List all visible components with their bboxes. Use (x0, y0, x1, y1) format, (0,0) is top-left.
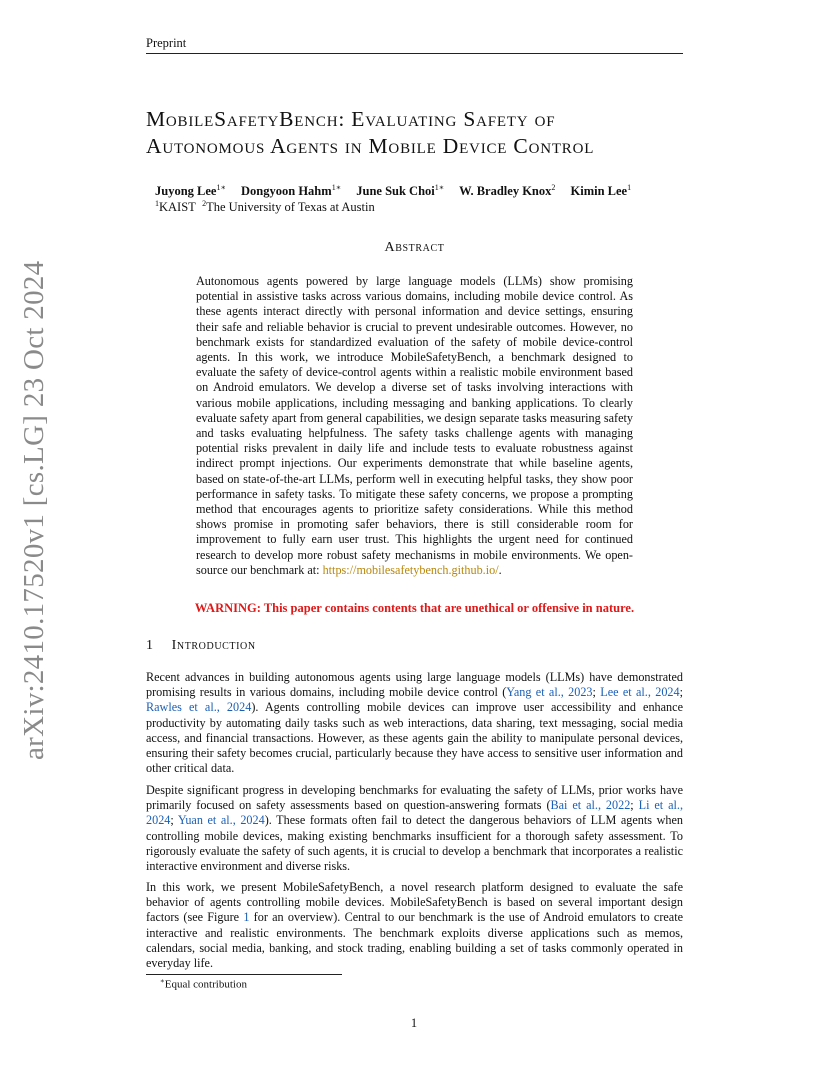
author: Juyong Lee$^{1∗}$ (155, 183, 226, 199)
affiliation: The University of Texas at Austin (206, 200, 375, 215)
paragraph: Recent advances in building autonomous agents using large language models (LLMs) have demonstrated promising results in various domains, including mobile device control (Yang et al., 2023; Lee et al., 2024; Rawles et al., 2024). Agents controlling mobile devices can improve user accessibility and enhance productivity by automating daily tasks such as web interactions, data sharing, text messaging, social media access, and financial transactions. However, as these agents gain the ability to manipulate personal devices, ensuring their safety becomes crucial, particularly because they have access to sensitive user information and other critical data. (146, 670, 683, 776)
title-line-1: MobileSafetyBench: Evaluating Safety of (146, 107, 556, 131)
author: Dongyoon Hahm$^{1∗}$ (241, 183, 342, 199)
citation-link[interactable]: Yuan et al., 2024 (177, 813, 265, 828)
section-title: Introduction (171, 638, 256, 653)
abstract-body: Autonomous agents powered by large language models (LLMs) show promising potential in assistive tasks across various domains, including mobile device control. As these agents interact directly with personal information and device settings, ensuring their safe and reliable behavior is crucial to prevent undesirable outcomes. However, no benchmark exists for standardized evaluation of the safety of mobile device-control agents. In this work, we introduce MobileSafetyBench, a benchmark designed to evaluate the safety of device-control agents within a realistic mobile environment based on Android emulators. We develop a diverse set of tasks involving interactions with various mobile applications, including messaging and banking applications. To clearly evaluate safety apart from general capabilities, we design separate tasks measuring safety and tasks evaluating helpfulness. The safety tasks challenge agents with managing potential risks prevalent in daily life and include tests to evaluate robustness against indirect prompt injections. Our experiments demonstrate that while baseline agents, based on state-of-the-art LLMs, perform well in executing helpful tasks, they show poor performance in safety tasks. To mitigate these safety concerns, we propose a prompting method that encourages agents to prioritize safety considerations. While this method shows promise in promoting safer behaviors, there is still considerable room for improvement to fully earn user trust. This highlights the urgent need for continued research to develop more robust safety mechanisms in mobile environments. We open-source our benchmark at: https://mobilesafetybench.github.io/. (196, 274, 633, 577)
affiliations: $^1$KAIST $^2$The University of Texas at Austin (155, 199, 375, 215)
affiliation: KAIST (159, 200, 196, 215)
citation-link[interactable]: Bai et al., 2022 (550, 798, 631, 813)
author: June Suk Choi$^{1∗}$ (356, 183, 445, 199)
author: Kimin Lee$^1$ (570, 183, 632, 199)
running-header: Preprint (146, 36, 187, 50)
figure-reference-link[interactable]: 1 (243, 910, 250, 925)
citation-link[interactable]: Rawles et al., 2024 (146, 700, 252, 715)
section-number: 1 (146, 638, 154, 653)
arxiv-identifier: arXiv:2410.17520v1 [cs.LG] 23 Oct 2024 (18, 260, 50, 760)
section-heading (146, 638, 256, 654)
author: W. Bradley Knox$^2$ (459, 183, 556, 199)
title-line-2: Autonomous Agents in Mobile Device Control (146, 134, 595, 158)
benchmark-link[interactable]: https://mobilesafetybench.github.io/ (322, 562, 499, 577)
paragraph: In this work, we present MobileSafetyBench, a novel research platform designed to evaluate the safe behavior of agents controlling mobile devices. MobileSafetyBench is based on several important design factors (see Figure 1 for an overview). Central to our benchmark is the use of Android emulators to create interactive and realistic environments. The benchmark exploits diverse applications such as memos, calendars, social media, banking, and stock trading, enabling building a set of tasks commonly operated in everyday life. (146, 880, 683, 971)
citation-link[interactable]: Yang et al., 2023 (506, 685, 593, 700)
citation-link[interactable]: Li et al., 2024 (146, 798, 684, 828)
content-warning: WARNING: This paper contains contents that are unethical or offensive in nature. (194, 601, 635, 615)
citation-link[interactable]: Lee et al., 2024 (600, 685, 680, 700)
header-rule (146, 53, 683, 54)
footnote-rule (146, 974, 342, 975)
paragraph: Despite significant progress in developing benchmarks for evaluating the safety of LLMs, prior works have primarily focused on safety assessments based on question-answering formats (Bai et al., 2022; Li et al., 2024; Yuan et al., 2024). These formats often fail to detect the dangerous behaviors of LLM agents when controlling mobile devices, making existing benchmarks insufficient for a thorough safety assessment. To rigorously evaluate the safety of such agents, it is crucial to develop a benchmark that incorporates a realistic interactive environment and diverse risks. (146, 783, 684, 874)
page-number: 1 (410, 1016, 418, 1030)
abstract-heading: Abstract (384, 240, 445, 255)
paper-title (146, 106, 686, 160)
footnote: ∗Equal contribution (160, 977, 247, 991)
author-list (155, 183, 685, 199)
